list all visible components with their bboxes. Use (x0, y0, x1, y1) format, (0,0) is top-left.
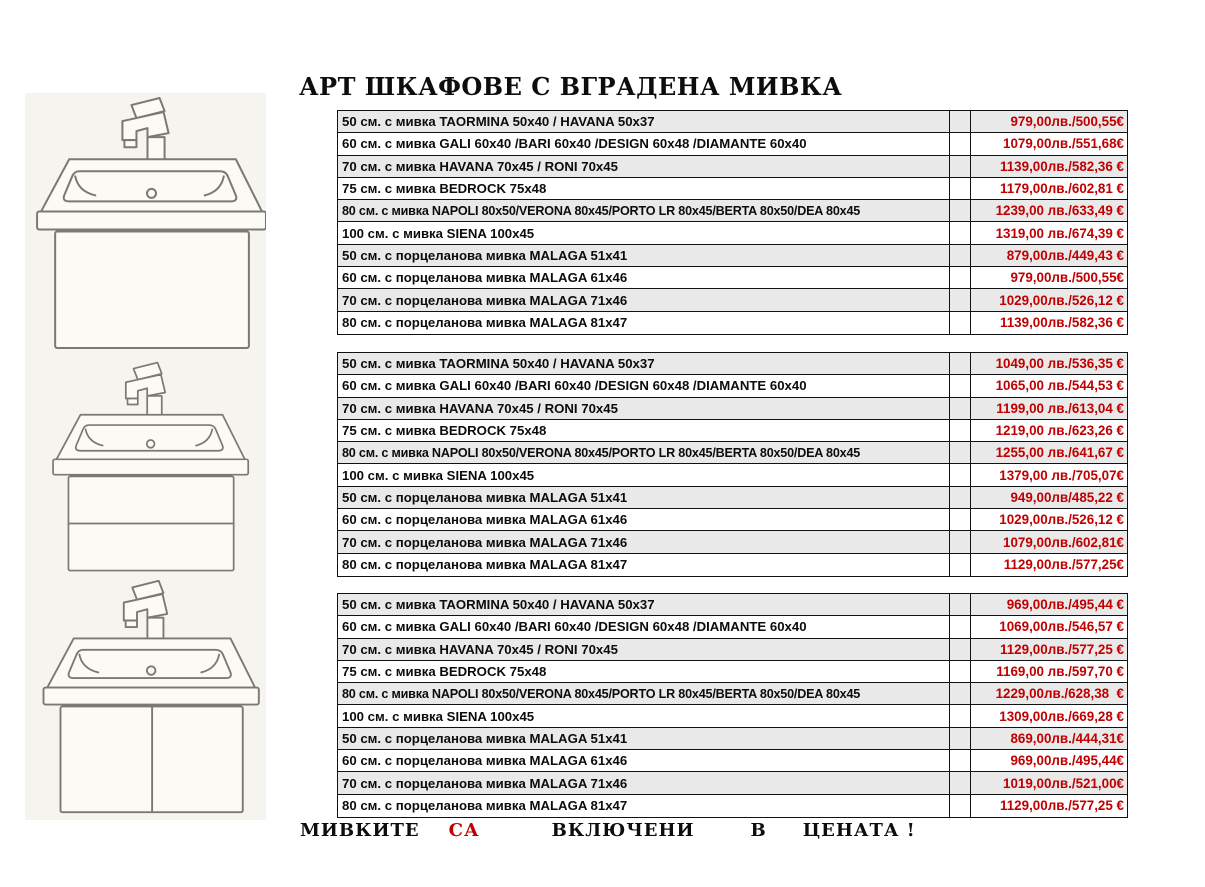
product-description: 100 см. с мивка SIENA 100x45 (338, 464, 950, 486)
vanity-cabinet-two-doors-icon (25, 578, 266, 816)
spacer-cell (950, 795, 971, 817)
product-description: 70 см. с мивка HAVANA 70x45 / RONI 70x45 (338, 398, 950, 420)
spacer-cell (950, 661, 971, 683)
product-price: 1199,00 лв./613,04 € (971, 398, 1127, 420)
price-table-2 (337, 352, 1128, 577)
footer-word: ЦЕНАТА ! (802, 820, 916, 841)
vanity-cabinet-two-drawers-drawing (25, 360, 266, 574)
product-description: 80 см. с порцеланова мивка MALAGA 81x47 (338, 554, 950, 576)
product-description: 50 см. с порцеланова мивка MALAGA 51x41 (338, 487, 950, 509)
product-price: 949,00лв/485,22 € (971, 487, 1127, 509)
product-price: 1219,00 лв./623,26 € (971, 420, 1127, 442)
product-price: 1069,00лв./546,57 € (971, 616, 1127, 638)
spacer-cell (950, 487, 971, 509)
spacer-cell (950, 750, 971, 772)
product-price: 1139,00лв./582,36 € (1000, 315, 1124, 331)
product-description: 80 см. с мивка NAPOLI 80x50/VERONA 80x45/PORTO LR 80x45/BERTA 80x50/DEA 80x45 (338, 200, 950, 222)
product-description: 100 см. с мивка SIENA 100x45 (338, 705, 950, 727)
vanity-cabinet-single-front-drawing (25, 95, 266, 353)
product-description: 80 см. с мивка NAPOLI 80x50/VERONA 80x45/PORTO LR 80x45/BERTA 80x50/DEA 80x45 (338, 683, 950, 705)
spacer-cell (950, 200, 971, 222)
sinks-included-note (300, 820, 916, 841)
spacer-cell (950, 728, 971, 750)
spacer-cell (950, 772, 971, 794)
vanity-cabinet-single-front-icon (25, 95, 266, 353)
product-price: 1129,00лв./577,25€ (1003, 557, 1124, 573)
product-description: 75 см. с мивка BEDROCK 75x48 (338, 420, 950, 442)
product-price: 1029,00лв./526,12 € (971, 509, 1127, 531)
spacer-cell (950, 156, 971, 178)
spacer-cell (950, 111, 971, 133)
product-price: 1065,00 лв./544,53 € (971, 375, 1127, 397)
footer-word: В (750, 820, 767, 841)
vanity-cabinet-two-doors-drawing (25, 578, 266, 816)
price-table-1 (337, 110, 1128, 335)
product-description: 70 см. с порцеланова мивка MALAGA 71x46 (338, 772, 950, 794)
spacer-cell (950, 245, 971, 267)
spacer-cell (950, 289, 971, 311)
product-price: 1129,00лв./577,25 € (971, 639, 1127, 661)
product-price: 1029,00лв./526,12 € (971, 289, 1127, 311)
product-description: 50 см. с порцеланова мивка MALAGA 51x41 (338, 728, 950, 750)
footer-word: ВКЛЮЧЕНИ (551, 820, 695, 841)
product-description: 50 см. с порцеланова мивка MALAGA 51x41 (338, 245, 950, 267)
page-title: АРТ ШКАФОВЕ С ВГРАДЕНА МИВКА (299, 72, 843, 101)
vanity-illustrations-panel (25, 93, 266, 820)
product-price: 1129,00лв./577,25 € (1000, 798, 1124, 814)
product-description: 80 см. с порцеланова мивка MALAGA 81x47 (338, 312, 950, 334)
spacer-cell (950, 442, 971, 464)
product-description: 60 см. с мивка GALI 60x40 /BARI 60x40 /DESIGN 60x48 /DIAMANTE 60x40 (338, 375, 950, 397)
spacer-cell (950, 312, 971, 334)
product-description: 60 см. с мивка GALI 60x40 /BARI 60x40 /DESIGN 60x48 /DIAMANTE 60x40 (338, 616, 950, 638)
product-price: 1079,00лв./602,81€ (971, 531, 1127, 553)
vanity-cabinet-two-drawers-icon (25, 360, 266, 574)
product-price: 869,00лв./444,31€ (971, 728, 1127, 750)
price-table-3 (337, 593, 1128, 818)
product-price: 969,00лв./495,44€ (971, 750, 1127, 772)
product-description: 50 см. с мивка TAORMINA 50x40 / HAVANA 50x37 (338, 353, 950, 375)
spacer-cell (950, 639, 971, 661)
product-description: 60 см. с порцеланова мивка MALAGA 61x46 (338, 267, 950, 289)
spacer-cell (950, 531, 971, 553)
footer-word: МИВКИТЕ (300, 820, 420, 841)
product-price: 1019,00лв./521,00€ (971, 772, 1127, 794)
spacer-cell (950, 398, 971, 420)
product-description: 50 см. с мивка TAORMINA 50x40 / HAVANA 50x37 (338, 594, 950, 616)
product-description: 70 см. с мивка HAVANA 70x45 / RONI 70x45 (338, 156, 950, 178)
product-price: 1319,00 лв./674,39 € (971, 222, 1127, 244)
spacer-cell (950, 420, 971, 442)
product-description: 50 см. с мивка TAORMINA 50x40 / HAVANA 50x37 (338, 111, 950, 133)
product-price: 979,00лв./500,55€ (971, 267, 1127, 289)
product-description: 75 см. с мивка BEDROCK 75x48 (338, 661, 950, 683)
product-description: 60 см. с мивка GALI 60x40 /BARI 60x40 /DESIGN 60x48 /DIAMANTE 60x40 (338, 133, 950, 155)
spacer-cell (950, 616, 971, 638)
spacer-cell (950, 353, 971, 375)
product-description: 80 см. с порцеланова мивка MALAGA 81x47 (338, 795, 950, 817)
spacer-cell (950, 464, 971, 486)
spacer-cell (950, 267, 971, 289)
product-price: 1229,00лв./628,38 € (971, 683, 1127, 705)
product-description: 70 см. с порцеланова мивка MALAGA 71x46 (338, 531, 950, 553)
product-price: 879,00лв./449,43 € (971, 245, 1127, 267)
spacer-cell (950, 554, 971, 576)
spacer-cell (950, 178, 971, 200)
product-price: 1139,00лв./582,36 € (971, 156, 1127, 178)
product-price: 1309,00лв./669,28 € (971, 705, 1127, 727)
product-description: 70 см. с порцеланова мивка MALAGA 71x46 (338, 289, 950, 311)
product-description: 100 см. с мивка SIENA 100x45 (338, 222, 950, 244)
product-price: 1169,00 лв./597,70 € (971, 661, 1127, 683)
product-price: 1379,00 лв./705,07€ (971, 464, 1127, 486)
spacer-cell (950, 705, 971, 727)
spacer-cell (950, 133, 971, 155)
footer-word: СА (448, 820, 480, 841)
spacer-cell (950, 509, 971, 531)
product-description: 60 см. с порцеланова мивка MALAGA 61x46 (338, 509, 950, 531)
product-description: 80 см. с мивка NAPOLI 80x50/VERONA 80x45/PORTO LR 80x45/BERTA 80x50/DEA 80x45 (338, 442, 950, 464)
spacer-cell (950, 375, 971, 397)
product-description: 75 см. с мивка BEDROCK 75x48 (338, 178, 950, 200)
product-price: 1255,00 лв./641,67 € (971, 442, 1127, 464)
spacer-cell (950, 683, 971, 705)
product-price: 1079,00лв./551,68€ (971, 133, 1127, 155)
product-price: 1179,00лв./602,81 € (971, 178, 1127, 200)
product-description: 70 см. с мивка HAVANA 70x45 / RONI 70x45 (338, 639, 950, 661)
product-description: 60 см. с порцеланова мивка MALAGA 61x46 (338, 750, 950, 772)
product-price: 979,00лв./500,55€ (971, 111, 1127, 133)
spacer-cell (950, 594, 971, 616)
product-price: 1239,00 лв./633,49 € (971, 200, 1127, 222)
spacer-cell (950, 222, 971, 244)
product-price: 969,00лв./495,44 € (971, 594, 1127, 616)
product-price: 1049,00 лв./536,35 € (971, 353, 1127, 375)
